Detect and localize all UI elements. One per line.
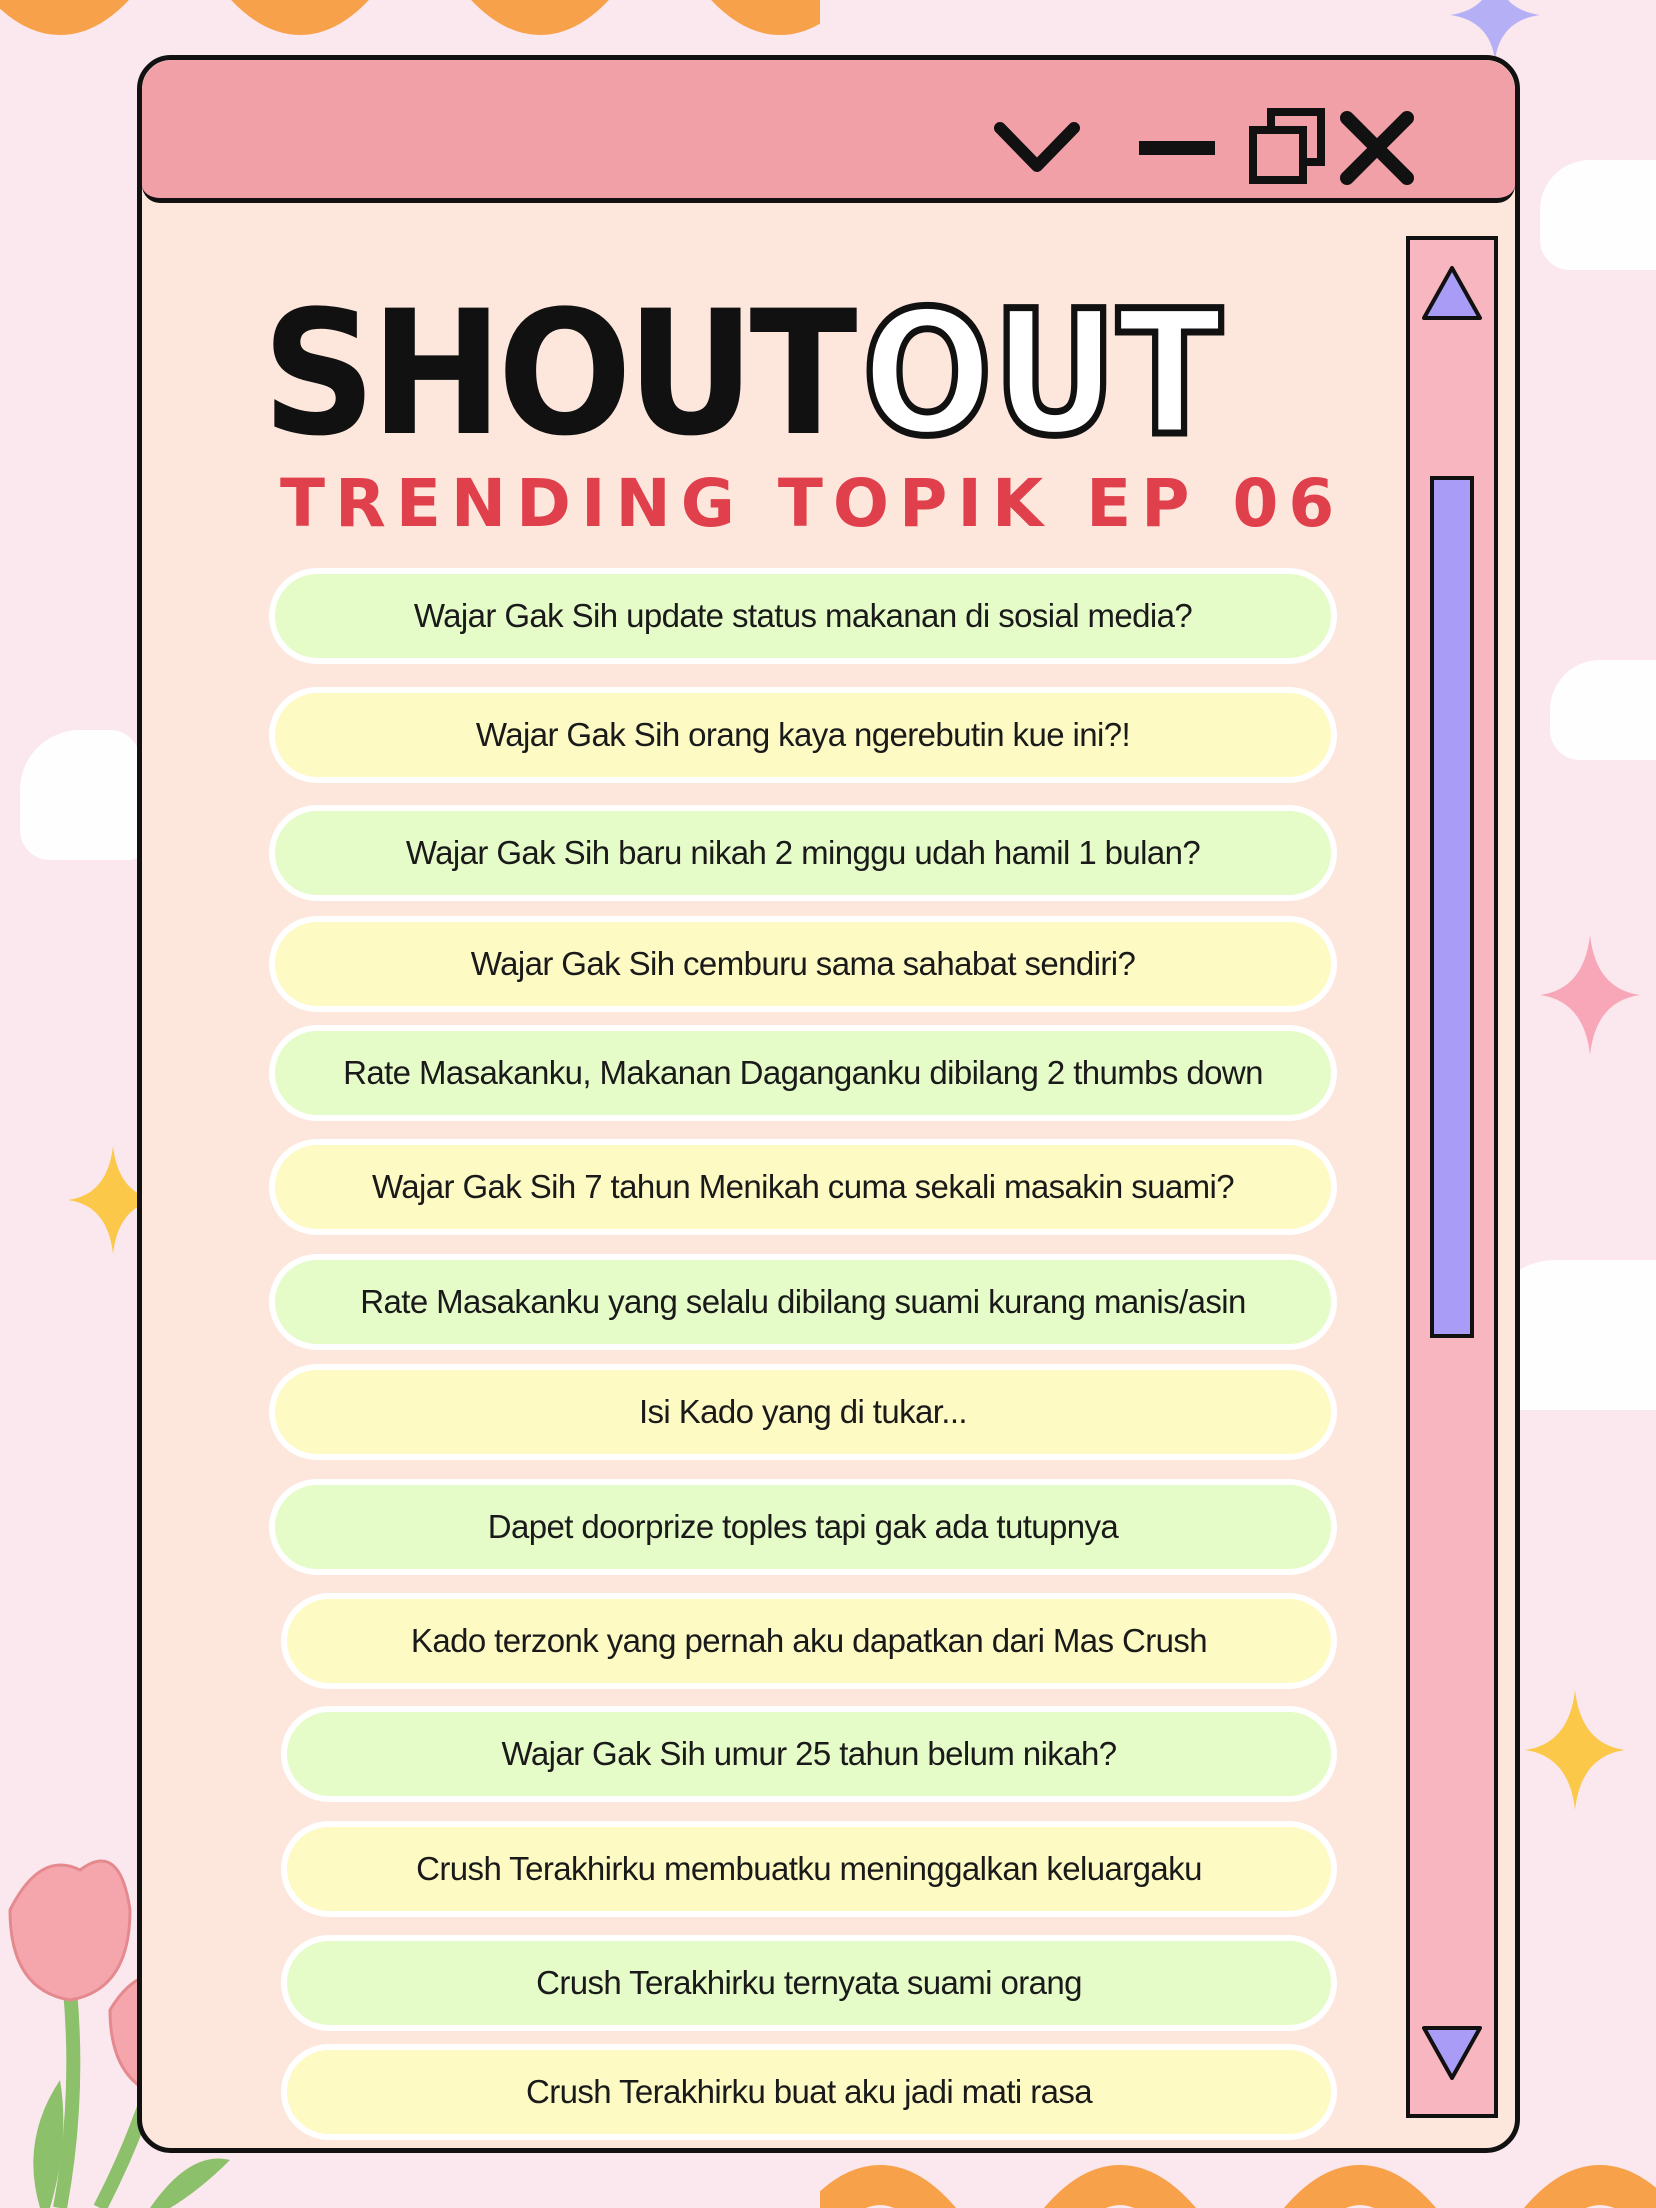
topic-item[interactable]: Crush Terakhirku buat aku jadi mati rasa xyxy=(281,2044,1337,2140)
topic-item[interactable]: Wajar Gak Sih baru nikah 2 minggu udah hamil 1 bulan? xyxy=(269,805,1337,901)
cloud-decoration xyxy=(1550,660,1656,760)
subtitle: TRENDING TOPIK EP 06 xyxy=(280,465,1345,542)
topic-item[interactable]: Kado terzonk yang pernah aku dapatkan dari Mas Crush xyxy=(281,1593,1337,1689)
purple-sparkle-decoration xyxy=(1450,0,1540,60)
topic-item[interactable]: Wajar Gak Sih umur 25 tahun belum nikah? xyxy=(281,1706,1337,1802)
topic-item[interactable]: Rate Masakanku yang selalu dibilang suami kurang manis/asin xyxy=(269,1254,1337,1350)
topic-item[interactable]: Wajar Gak Sih update status makanan di sosial media? xyxy=(269,568,1337,664)
topic-item[interactable]: Rate Masakanku, Makanan Daganganku dibilang 2 thumbs down xyxy=(269,1025,1337,1121)
restore-icon xyxy=(1247,108,1327,188)
app-window xyxy=(137,55,1520,2153)
topic-item[interactable]: Isi Kado yang di tukar... xyxy=(269,1364,1337,1460)
chevron-down-icon xyxy=(992,118,1082,178)
minimize-button[interactable] xyxy=(1132,103,1222,193)
collapse-button[interactable] xyxy=(992,103,1082,193)
topic-item[interactable]: Wajar Gak Sih 7 tahun Menikah cuma sekali masakin suami? xyxy=(269,1139,1337,1235)
scroll-up-arrow-icon[interactable] xyxy=(1420,262,1484,326)
topic-item[interactable]: Dapet doorprize toples tapi gak ada tutupnya xyxy=(269,1479,1337,1575)
title-bar xyxy=(142,60,1515,203)
cloud-decoration xyxy=(20,730,140,860)
topic-item[interactable]: Crush Terakhirku ternyata suami orang xyxy=(281,1935,1337,2031)
topic-item[interactable]: Crush Terakhirku membuatku meninggalkan keluargaku xyxy=(281,1821,1337,1917)
scrollbar[interactable] xyxy=(1406,236,1498,2118)
headline-solid-text: SHOUT xyxy=(262,273,858,458)
topic-item[interactable]: Wajar Gak Sih orang kaya ngerebutin kue ini?! xyxy=(269,687,1337,783)
scroll-down-arrow-icon[interactable] xyxy=(1420,2020,1484,2084)
orange-wave-top-decoration xyxy=(0,0,820,60)
restore-button[interactable] xyxy=(1242,103,1332,193)
close-button[interactable] xyxy=(1332,103,1422,193)
scroll-thumb[interactable] xyxy=(1430,476,1474,1338)
headline-outline-text: OUT xyxy=(862,273,1222,458)
yellow-sparkle-right-decoration xyxy=(1525,1690,1625,1810)
pink-sparkle-decoration xyxy=(1540,935,1640,1055)
topic-item[interactable]: Wajar Gak Sih cemburu sama sahabat sendiri? xyxy=(269,916,1337,1012)
cloud-decoration xyxy=(1540,160,1656,270)
minimize-icon xyxy=(1137,138,1217,158)
close-icon xyxy=(1337,108,1417,188)
headline xyxy=(262,258,1242,458)
